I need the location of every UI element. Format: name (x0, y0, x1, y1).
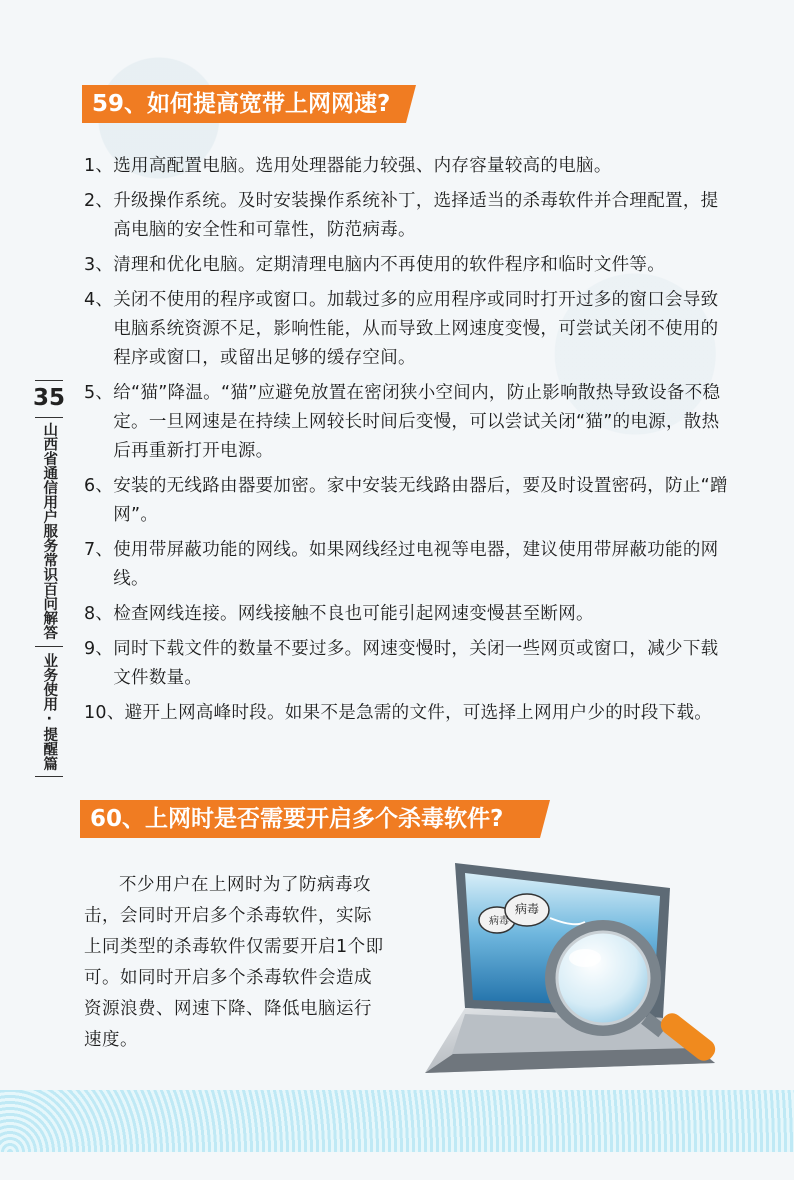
tip-text: 同时下载文件的数量不要过多。网速变慢时，关闭一些网页或窗口，减少下载文件数量。 (113, 639, 719, 688)
tip-number: 9、 (84, 639, 114, 659)
list-item (84, 379, 734, 466)
tip-text: 使用带屏蔽功能的网线。如果网线经过电视等电器，建议使用带屏蔽功能的网线。 (113, 540, 719, 589)
section-name: 业务使用·提醒篇 (41, 652, 58, 770)
virus-label: 病毒 (515, 902, 540, 916)
tip-number: 1、 (84, 156, 114, 176)
question-60-heading: 60、上网时是否需要开启多个杀毒软件? (80, 800, 540, 838)
tip-text: 选用高配置电脑。选用处理器能力较强、内存容量较高的电脑。 (113, 156, 612, 176)
list-item (84, 152, 734, 181)
question-60-answer: 不少用户在上网时为了防病毒攻击，会同时开启多个杀毒软件，实际上同类型的杀毒软件仅需要开启1个即可。如同时开启多个杀毒软件会造成资源浪费、网速下降、降低电脑运行速度。 (84, 875, 384, 1050)
tip-number: 7、 (84, 540, 114, 560)
tip-number: 4、 (84, 290, 114, 310)
question-59-heading: 59、如何提高宽带上网网速? (82, 85, 406, 123)
decorative-wave-band (0, 1090, 794, 1152)
book-title: 山西省通信用户服务常识百问解答 (41, 422, 58, 640)
virus-label: 病毒 (489, 916, 509, 927)
tip-text: 安装的无线路由器要加密。家中安装无线路由器后，要及时设置密码，防止“蹭网”。 (113, 476, 728, 525)
rail-divider (35, 776, 63, 777)
list-item (84, 699, 734, 728)
tip-number: 6、 (84, 476, 114, 496)
tip-number: 8、 (84, 604, 114, 624)
rail-divider (35, 380, 63, 381)
tip-text: 关闭不使用的程序或窗口。加载过多的应用程序或同时打开过多的窗口会导致电脑系统资源不足，影响性能，从而导致上网速度变慢，可尝试关闭不使用的程序或窗口，或留出足够的缓存空间。 (113, 290, 719, 368)
page-number: 35 (33, 385, 66, 411)
list-item (84, 635, 734, 693)
tip-number: 10、 (84, 703, 125, 723)
list-item (84, 600, 734, 629)
list-item (84, 536, 734, 594)
list-item (84, 472, 734, 530)
tip-text: 清理和优化电脑。定期清理电脑内不再使用的软件程序和临时文件等。 (113, 255, 666, 275)
side-rail (34, 380, 64, 777)
tip-number: 3、 (84, 255, 114, 275)
rail-divider (35, 417, 63, 418)
tip-number: 2、 (84, 191, 114, 211)
tip-text: 升级操作系统。及时安装操作系统补丁，选择适当的杀毒软件并合理配置，提高电脑的安全性和可靠性，防范病毒。 (113, 191, 719, 240)
tip-text: 避开上网高峰时段。如果不是急需的文件，可选择上网用户少的时段下载。 (124, 703, 713, 723)
tip-number: 5、 (84, 383, 114, 403)
tip-text: 检查网线连接。网线接触不良也可能引起网速变慢甚至断网。 (113, 604, 594, 624)
rail-divider (35, 646, 63, 647)
tip-list (84, 152, 734, 734)
list-item (84, 251, 734, 280)
list-item (84, 187, 734, 245)
list-item (84, 286, 734, 373)
laptop-magnifier-illustration (425, 848, 725, 1088)
tip-text: 给“猫”降温。“猫”应避免放置在密闭狭小空间内，防止影响散热导致设备不稳定。一旦网速是在持续上网较长时间后变慢，可以尝试关闭“猫”的电源，散热后再重新打开电源。 (113, 383, 721, 461)
